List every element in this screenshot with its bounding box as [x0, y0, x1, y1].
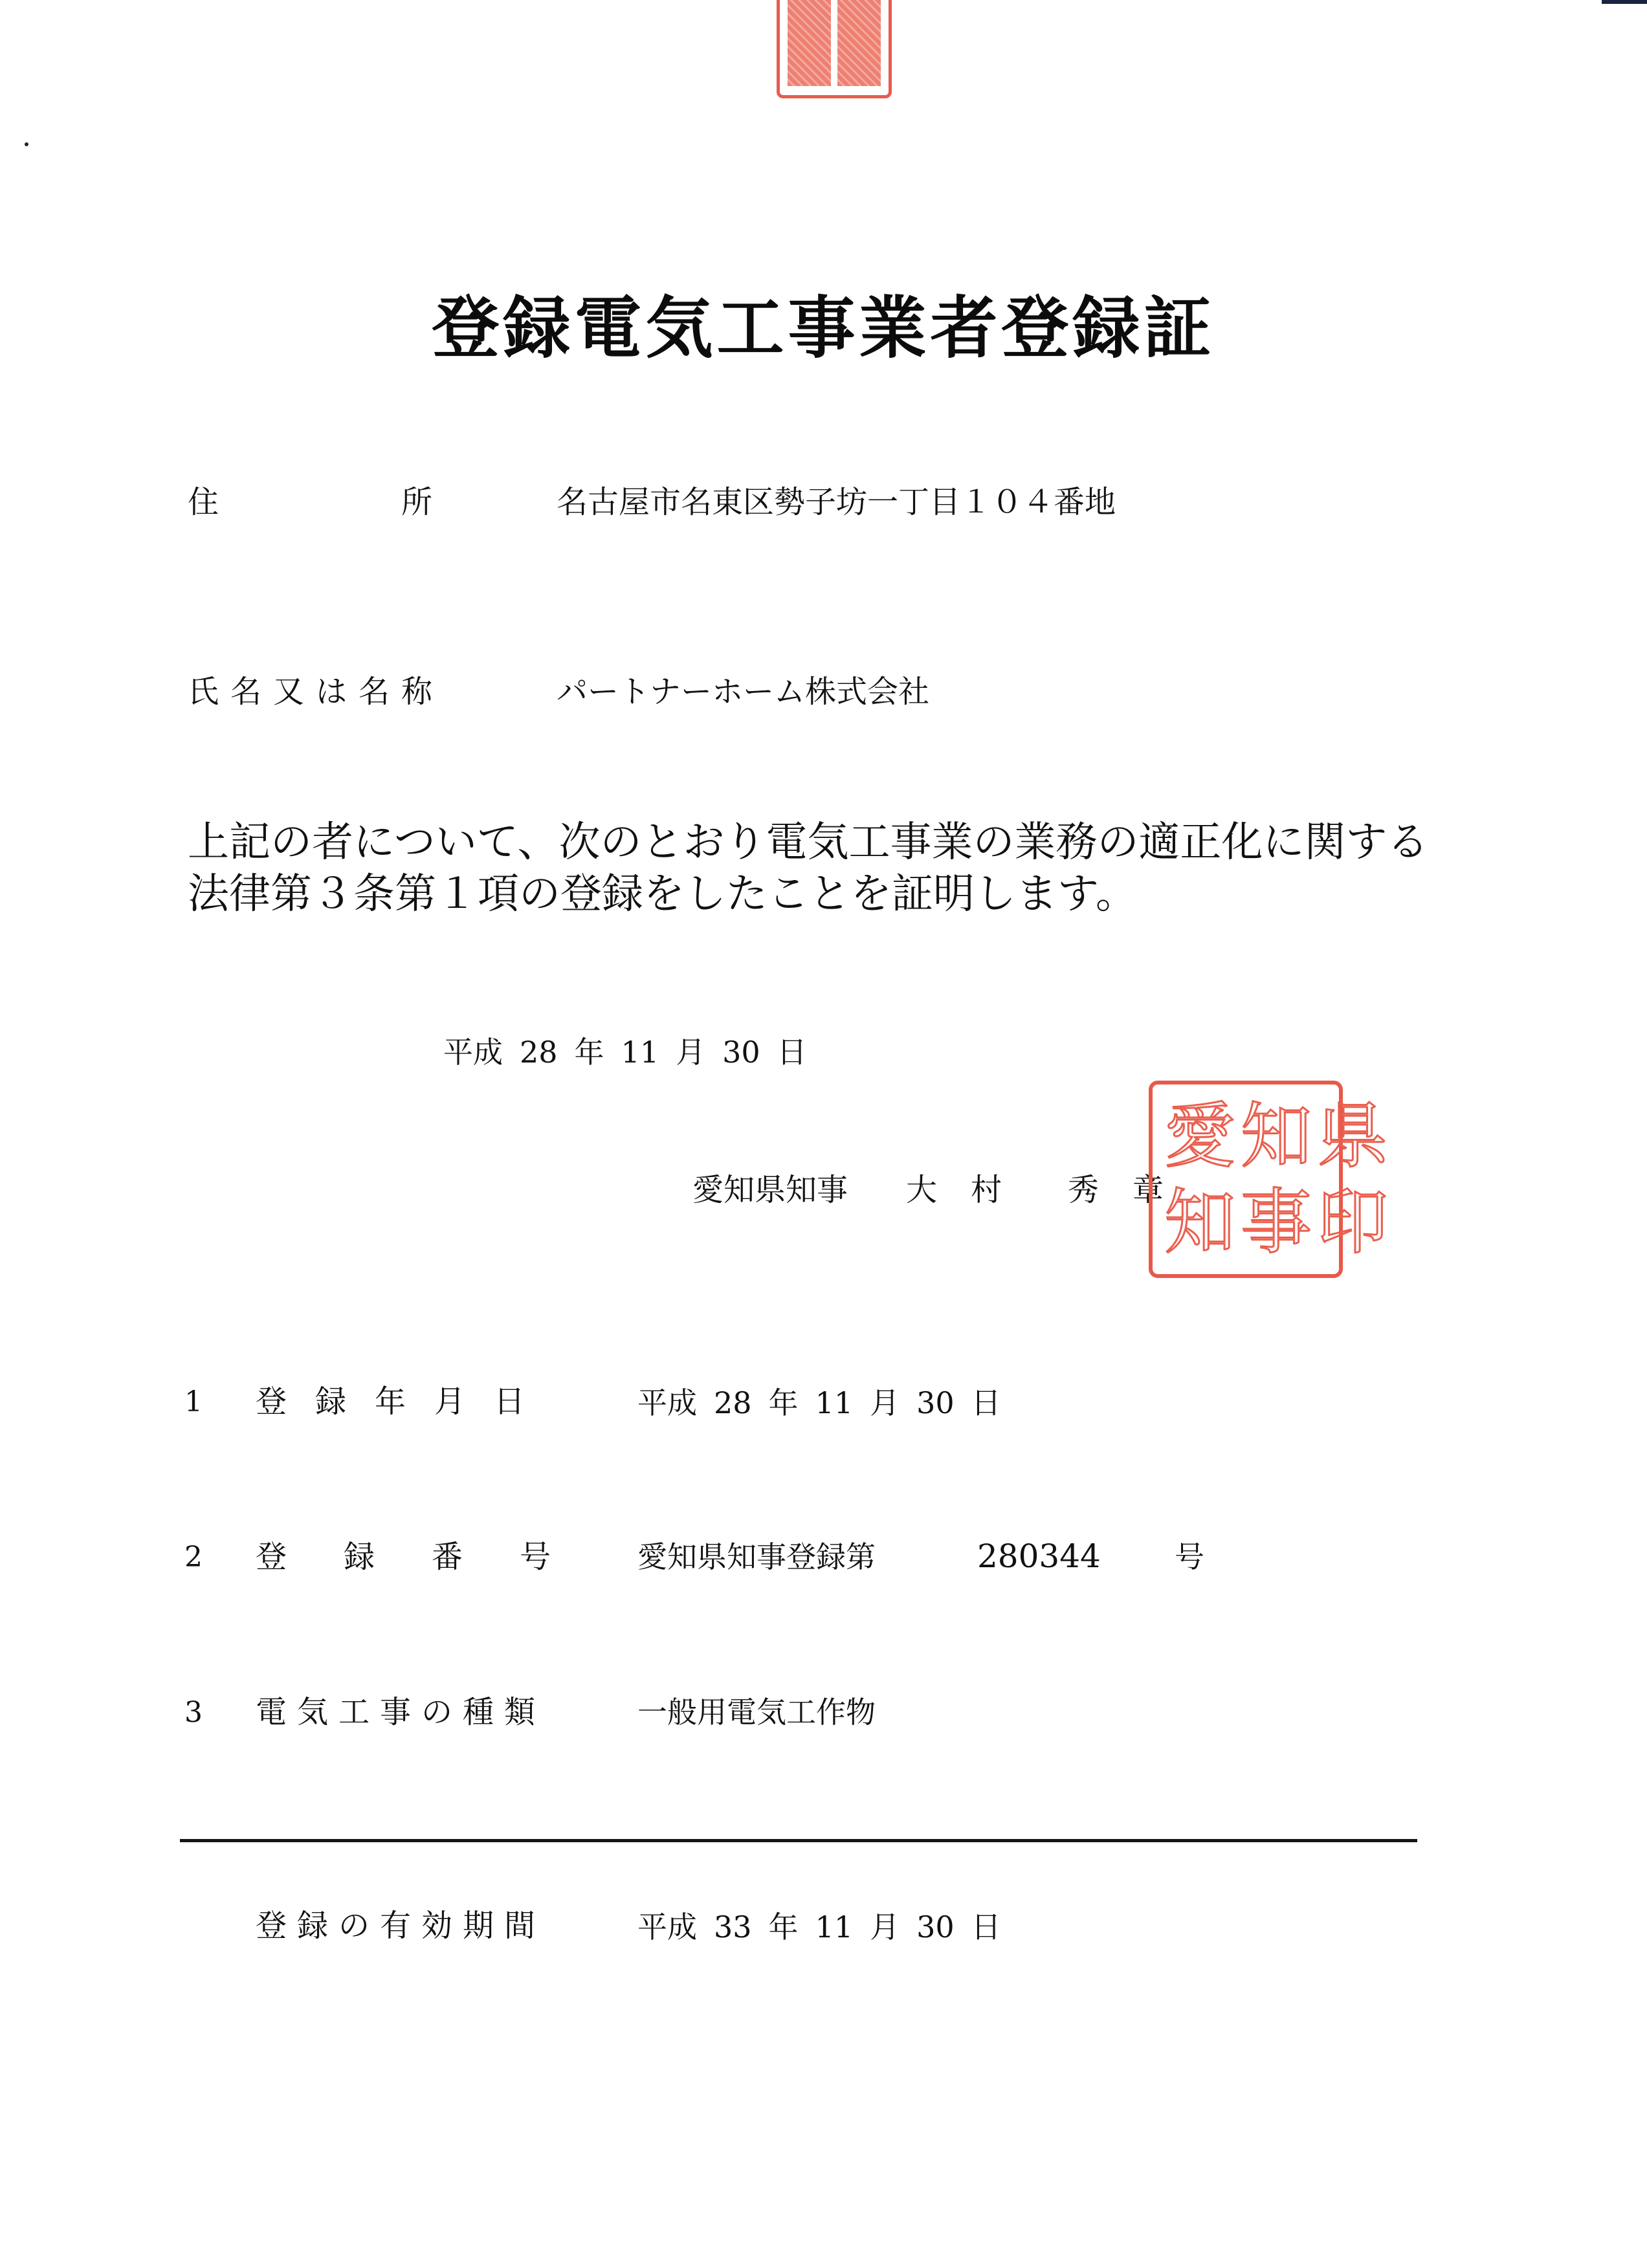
item-2-value-prefix: 愛知県知事登録第 — [637, 1539, 876, 1574]
seal-char: 愛 — [1164, 1095, 1235, 1178]
issue-date-year-unit: 年 — [574, 1035, 604, 1070]
issuer-title: 愛知県知事 — [692, 1172, 848, 1208]
issue-date — [443, 1035, 824, 1070]
certification-statement: 上記の者について、次のとおり電気工事業の業務の適正化に関する法律第３条第１項の登録をしたことを証明します。 — [188, 819, 1429, 918]
issuer-surname-1: 大 — [906, 1172, 938, 1208]
certificate-title: 登録電気工事業者登録証 — [432, 288, 1215, 368]
validity-year: 33 — [714, 1910, 752, 1944]
horizontal-divider — [180, 1839, 1417, 1842]
issue-date-day: 30 — [722, 1035, 760, 1070]
issue-date-era: 平成 — [443, 1035, 503, 1070]
item-3-label: 電気工事の種類 — [256, 1694, 546, 1730]
item-1-month: 11 — [815, 1385, 854, 1420]
item-1-number: 1 — [184, 1385, 203, 1418]
seal-char: 印 — [1317, 1180, 1388, 1264]
scan-speck — [25, 142, 28, 146]
address-label-1: 住 — [188, 484, 219, 520]
scan-edge-mark — [1602, 0, 1647, 4]
item-2-registration-number: 280344 — [977, 1537, 1101, 1575]
item-1-year-unit: 年 — [768, 1385, 799, 1420]
validity-label: 登録の有効期間 — [256, 1908, 546, 1944]
governor-seal-stamp — [1149, 1081, 1388, 1278]
validity-day-unit: 日 — [971, 1910, 1001, 1944]
address-label-2: 所 — [401, 484, 433, 520]
item-2-label: 登録番号 — [256, 1539, 608, 1575]
address-value: 名古屋市名東区勢子坊一丁目１０４番地 — [557, 484, 1116, 520]
top-seal-stamp — [777, 0, 892, 98]
seal-char: 知 — [1164, 1180, 1235, 1264]
issue-date-month: 11 — [621, 1035, 659, 1070]
seal-char: 県 — [1317, 1095, 1388, 1178]
validity-year-unit: 年 — [768, 1910, 799, 1944]
item-1-day-unit: 日 — [971, 1385, 1001, 1420]
validity-day: 30 — [916, 1910, 955, 1944]
issuer-given-name: 秀 — [1068, 1172, 1100, 1208]
validity-era: 平成 — [637, 1910, 697, 1944]
top-seal-glyphs — [788, 0, 881, 86]
item-1-day: 30 — [916, 1385, 955, 1420]
name-value: パートナーホーム株式会社 — [557, 674, 930, 710]
item-1-year: 28 — [714, 1385, 752, 1420]
seal-char: 知 — [1241, 1095, 1312, 1178]
issue-date-day-unit: 日 — [777, 1035, 807, 1070]
item-1-value — [637, 1385, 1018, 1420]
item-1-label: 登録年月日 — [256, 1383, 554, 1420]
seal-char: 事 — [1241, 1180, 1312, 1264]
item-1-month-unit: 月 — [870, 1385, 900, 1420]
item-3-number: 3 — [184, 1696, 203, 1729]
issuer-given-name-2: 章 — [1133, 1172, 1164, 1208]
validity-month: 11 — [815, 1910, 854, 1944]
item-1-era: 平成 — [637, 1385, 697, 1420]
item-2-number: 2 — [184, 1541, 203, 1574]
issue-date-month-unit: 月 — [676, 1035, 706, 1070]
validity-month-unit: 月 — [870, 1910, 900, 1944]
issue-date-year: 28 — [520, 1035, 558, 1070]
validity-date — [637, 1912, 1018, 1942]
item-3-value: 一般用電気工作物 — [637, 1695, 876, 1730]
name-label: 氏名又は名称 — [188, 674, 445, 710]
issuer-surname-2: 村 — [971, 1172, 1002, 1208]
item-2-value-suffix: 号 — [1175, 1539, 1204, 1574]
